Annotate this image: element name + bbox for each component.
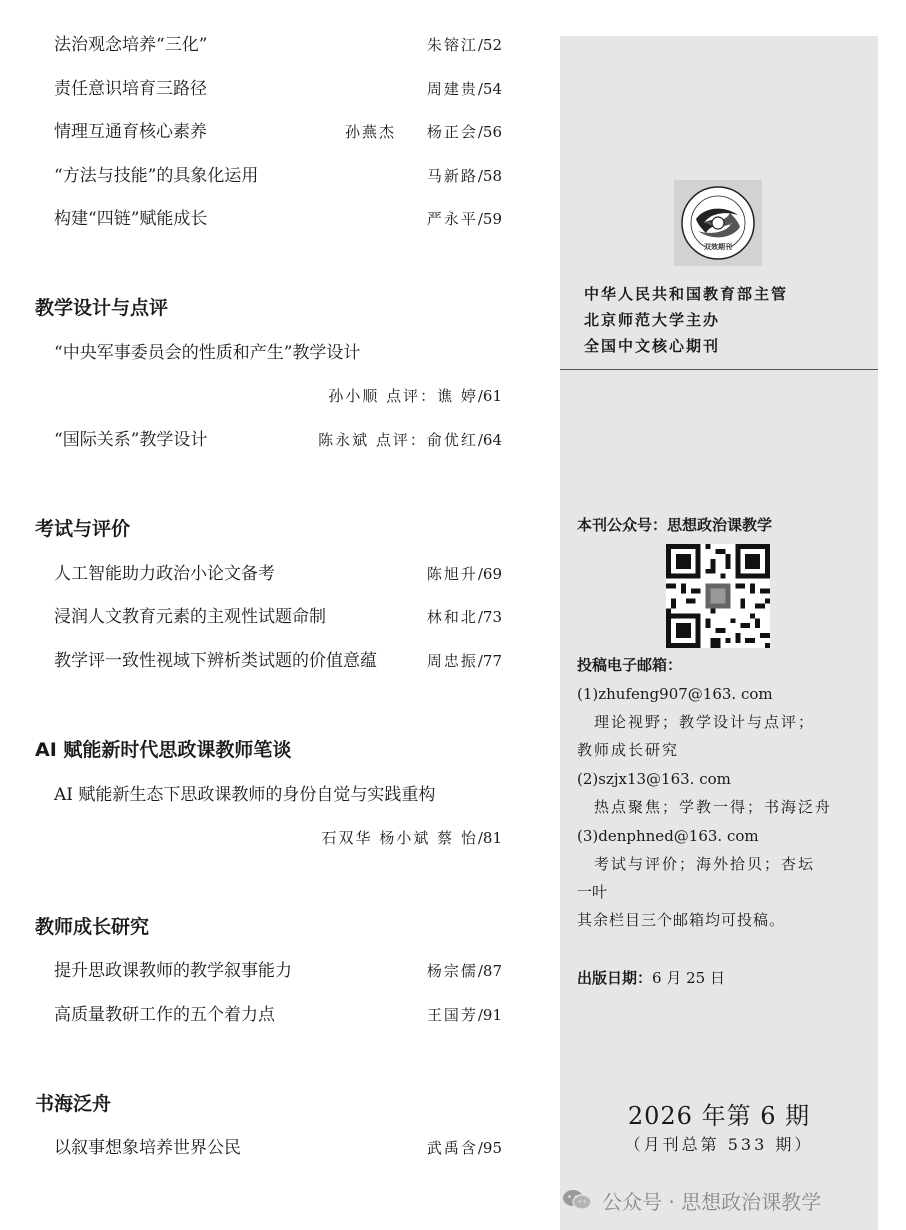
publication-date <box>577 964 725 992</box>
toc-entry-page: /73 <box>477 608 502 626</box>
toc-entry-author: 周忠振/77 <box>426 652 502 670</box>
section-heading: 教学设计与点评 <box>35 297 169 319</box>
section-heading: AI 赋能新时代思政课教师笔谈 <box>35 739 292 761</box>
toc-entry-page: /56 <box>477 123 502 141</box>
wechat-account-label: 本刊公众号：思想政治课教学 <box>577 516 773 534</box>
toc-entry-author: 陈永斌 点评：俞优红/64 <box>318 431 502 449</box>
email-3-columns-cont: 一叶 <box>577 883 608 901</box>
toc-entry-author: 林和北/73 <box>426 608 502 626</box>
email-note: 其余栏目三个邮箱均可投稿。 <box>577 911 786 929</box>
toc-entry[interactable] <box>54 340 502 366</box>
toc-entry-title: 人工智能助力政治小论文备考 <box>54 564 275 584</box>
toc-entry-title: 责任意识培育三路径 <box>54 79 207 99</box>
toc-entry-page: /91 <box>477 1006 502 1024</box>
toc-entry-title: 情理互通育核心素养 <box>54 122 207 142</box>
publisher-line: 全国中文核心期刊 <box>584 337 721 355</box>
sidebar-divider <box>560 369 878 370</box>
toc-entry-title: “国际关系”教学设计 <box>54 430 208 450</box>
toc-entry-title: AI 赋能新生态下思政课教师的身份自觉与实践重构 <box>54 785 436 805</box>
toc-entry[interactable] <box>54 32 502 58</box>
watermark-text: 公众号 · 思想政治课教学 <box>602 1189 822 1214</box>
publisher-info <box>584 281 788 359</box>
toc-entry-page: /69 <box>477 565 502 583</box>
toc-entry-page: /77 <box>477 652 502 670</box>
section-heading: 书海泛舟 <box>35 1093 112 1115</box>
toc-entry-author: 周建贵/54 <box>426 80 502 98</box>
toc-entry-author: 杨宗儒/87 <box>426 962 502 980</box>
toc-entry-byline[interactable] <box>54 383 502 409</box>
toc-entry[interactable] <box>54 648 502 674</box>
journal-info-sidebar <box>560 36 878 1230</box>
sidebar-masthead <box>560 36 878 369</box>
wechat-watermark <box>562 1180 878 1220</box>
toc-entry[interactable] <box>54 561 502 587</box>
toc-entry-coauthor: 孙燕杰 <box>344 123 396 141</box>
toc-entry-page: /59 <box>477 210 502 228</box>
toc-entry-author: 朱镕江/52 <box>426 36 502 54</box>
toc-entry[interactable] <box>54 1135 502 1161</box>
toc-entry-title: 构建“四链”赋能成长 <box>54 209 208 229</box>
toc-entry[interactable] <box>54 1002 502 1028</box>
toc-entry[interactable] <box>54 782 502 808</box>
submission-email-heading: 投稿电子邮箱： <box>577 656 683 674</box>
toc-entry[interactable] <box>54 163 502 189</box>
toc-entry-author: 马新路/58 <box>426 167 502 185</box>
journal-emblem-icon <box>680 185 756 261</box>
toc-entry[interactable] <box>54 427 502 453</box>
section-heading: 考试与评价 <box>35 518 131 540</box>
toc-entry-page: /87 <box>477 962 502 980</box>
issue-cumulative-number: （月刊总第 533 期） <box>624 1135 814 1154</box>
journal-emblem <box>674 180 762 266</box>
email-address-2[interactable]: (2)szjx13@163. com <box>577 770 731 788</box>
toc-entry-title: 高质量教研工作的五个着力点 <box>54 1005 275 1025</box>
email-address-3[interactable]: (3)denphned@163. com <box>577 827 759 845</box>
section-heading: 教师成长研究 <box>35 916 150 938</box>
toc-entry-author: 杨正会/56 <box>426 123 502 141</box>
toc-entry-author: 严永平/59 <box>426 210 502 228</box>
toc-entry-title: 浸润人文教育元素的主观性试题命制 <box>54 607 326 627</box>
toc-entry-page: /61 <box>477 387 502 405</box>
toc-entry-byline[interactable] <box>54 825 502 851</box>
publication-date-label: 出版日期： <box>577 969 653 987</box>
toc-entry-page: /81 <box>477 829 502 847</box>
emblem-label: 双效期刊 <box>704 243 732 251</box>
toc-entry[interactable] <box>54 958 502 984</box>
toc-entry-title: 教学评一致性视域下辨析类试题的价值意蕴 <box>54 651 377 671</box>
toc-entry-title: 以叙事想象培养世界公民 <box>54 1138 241 1158</box>
toc-entry-page: /54 <box>477 80 502 98</box>
toc-entry-title: 提升思政课教师的教学叙事能力 <box>54 961 292 981</box>
toc-entry-author: 王国芳/91 <box>426 1006 502 1024</box>
toc-entry-author: 陈旭升/69 <box>426 565 502 583</box>
publisher-line: 北京师范大学主办 <box>584 311 721 329</box>
publisher-line: 中华人民共和国教育部主管 <box>584 285 789 303</box>
wechat-icon <box>562 1188 592 1212</box>
toc-entry[interactable] <box>54 119 502 145</box>
toc-entry-page: /64 <box>477 431 502 449</box>
toc-entry-author: 孙小顺 点评：谯 婷/61 <box>328 387 502 405</box>
toc-entry-author: 石双华 杨小斌 蔡 怡/81 <box>321 829 502 847</box>
issue-number: 2026 年第 6 期 <box>627 1102 811 1130</box>
toc-entry-title: 法治观念培养“三化” <box>54 35 208 55</box>
email-2-columns: 热点聚焦；学教一得；书海泛舟 <box>577 798 833 816</box>
toc-entry[interactable] <box>54 76 502 102</box>
toc-entry-page: /95 <box>477 1139 502 1157</box>
toc-entry-author: 武禹含/95 <box>426 1139 502 1157</box>
email-1-columns-cont: 教师成长研究 <box>577 741 680 759</box>
toc-entry-title: “方法与技能”的具象化运用 <box>54 166 259 186</box>
toc-entry[interactable] <box>54 604 502 630</box>
toc-entry-title: “中央军事委员会的性质和产生”教学设计 <box>54 343 361 363</box>
toc-entry-page: /52 <box>477 36 502 54</box>
qr-code-icon[interactable] <box>666 544 770 648</box>
publication-date-value: 6 月 25 日 <box>652 969 725 987</box>
email-1-columns: 理论视野；教学设计与点评； <box>577 713 816 731</box>
email-3-columns: 考试与评价；海外拾贝；杏坛 <box>577 855 816 873</box>
email-address-1[interactable]: (1)zhufeng907@163. com <box>577 685 773 703</box>
toc-entry[interactable] <box>54 206 502 232</box>
toc-entry-page: /58 <box>477 167 502 185</box>
